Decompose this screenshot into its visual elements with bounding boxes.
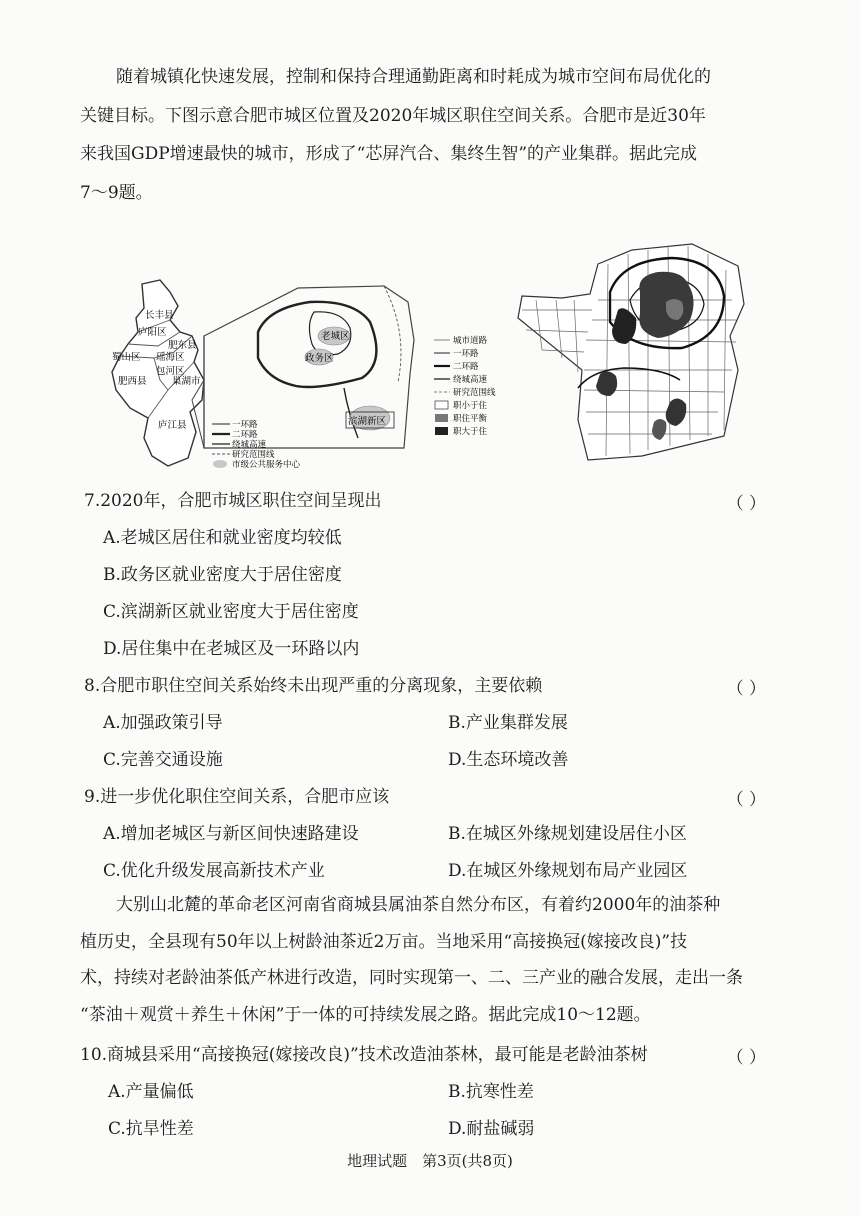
intro1-line-2: 关键目标。下图示意合肥市城区位置及2020年城区职住空间关系。合肥市是近30年 [80,105,706,126]
question-9-stem: 9.进一步优化职住空间关系，合肥市应该 [84,787,390,807]
svg-text:绕城高速: 绕城高速 [453,375,488,385]
question-9-option-d[interactable]: D.在城区外缘规划布局产业园区 [448,861,688,881]
label-government-district: 政务区 [305,353,334,364]
svg-text:职大于住: 职大于住 [453,427,488,437]
question-8-answer-blank[interactable]: （ ） [726,679,766,699]
question-7-option-d[interactable]: D.居住集中在老城区及一环路以内 [103,639,360,659]
question-9-option-b[interactable]: B.在城区外缘规划建设居住小区 [448,824,687,844]
label-feixi: 肥西县 [118,376,147,387]
label-luyang: 庐阳区 [138,327,167,338]
intro2-line-1: 大别山北麓的革命老区河南省商城县属油茶自然分布区，有着约2000年的油茶种 [116,895,721,915]
label-lujiang: 庐江县 [158,420,187,431]
svg-text:研究范围线: 研究范围线 [453,388,496,398]
intro2-line-3: 术，持续对老龄油茶低产林进行改造，同时实现第一、二、三产业的融合发展，走出一条 [80,968,743,988]
label-chaohu: 巢湖市 [172,376,201,387]
svg-text:市级公共服务中心: 市级公共服务中心 [232,460,301,470]
svg-text:职小于住: 职小于住 [453,401,488,411]
intro-paragraph-2 [80,887,772,1033]
question-8-option-d[interactable]: D.生态环境改善 [448,750,569,770]
intro2-line-4: “茶油＋观赏＋养生＋休闲”于一体的可持续发展之路。据此完成10～12题。 [80,1004,651,1025]
question-10-stem: 10.商城县采用“高接换冠(嫁接改良)”技术改造油茶林，最可能是老龄油茶树 [80,1045,648,1065]
svg-text:城市道路: 城市道路 [453,336,488,346]
left-map-legend [212,419,301,470]
question-8-stem: 8.合肥市职住空间关系始终未出现严重的分离现象，主要依赖 [84,676,543,696]
right-map-legend-panel [432,334,502,444]
intro-paragraph-1 [80,58,772,212]
label-binhu-new-district: 滨湖新区 [348,416,387,427]
label-old-town: 老城区 [321,331,350,342]
svg-text:职住平衡: 职住平衡 [453,414,488,424]
question-7-option-b[interactable]: B.政务区就业密度大于居住密度 [103,565,342,585]
svg-text:研究范围线: 研究范围线 [232,450,275,460]
question-9-option-c[interactable]: C.优化升级发展高新技术产业 [103,861,325,881]
intro1-line-3: 来我国GDP增速最快的城市，形成了“芯屏汽合、集终生智”的产业集群。据此完成 [80,144,698,164]
svg-text:二环路: 二环路 [232,430,258,440]
question-8-option-b[interactable]: B.产业集群发展 [448,713,568,733]
question-10-option-a[interactable]: A.产量偏低 [108,1082,194,1102]
label-yaohai: 瑶海区 [156,352,185,363]
question-8-option-c[interactable]: C.完善交通设施 [103,750,223,770]
intro1-line-1: 随着城镇化快速发展，控制和保持合理通勤距离和时耗成为城市空间布局优化的 [116,67,711,87]
question-10-option-b[interactable]: B.抗寒性差 [448,1082,534,1102]
label-shushan: 蜀山区 [112,352,141,363]
hefei-location-map [108,262,438,478]
hefei-job-housing-map [512,240,772,466]
question-7-option-a[interactable]: A.老城区居住和就业密度均较低 [103,528,342,548]
intro1-line-4: 7～9题。 [80,182,153,203]
svg-text:一环路: 一环路 [232,420,258,430]
question-10-option-c[interactable]: C.抗旱性差 [108,1119,194,1139]
page-footer: 地理试题 第3页(共8页) [347,1152,513,1170]
svg-text:绕城高速: 绕城高速 [232,440,267,450]
question-8-option-a[interactable]: A.加强政策引导 [103,713,223,733]
question-9-answer-blank[interactable]: （ ） [726,790,766,810]
question-7-option-c[interactable]: C.滨湖新区就业密度大于居住密度 [103,602,359,622]
label-changfeng: 长丰县 [145,310,174,321]
svg-text:二环路: 二环路 [453,362,479,372]
question-9-option-a[interactable]: A.增加老城区与新区间快速路建设 [103,824,359,844]
svg-text:一环路: 一环路 [453,349,479,359]
label-feidong: 肥东县 [168,340,197,351]
question-7-answer-blank[interactable]: （ ） [726,494,766,514]
label-baohe: 包河区 [156,366,185,377]
question-7-stem: 7.2020年，合肥市城区职住空间呈现出 [84,491,382,511]
intro2-line-2: 植历史，全县现有50年以上树龄油茶近2万亩。当地采用“高接换冠(嫁接改良)”技 [80,931,688,952]
question-10-option-d[interactable]: D.耐盐碱弱 [448,1119,535,1139]
question-10-answer-blank[interactable]: （ ） [726,1048,766,1068]
